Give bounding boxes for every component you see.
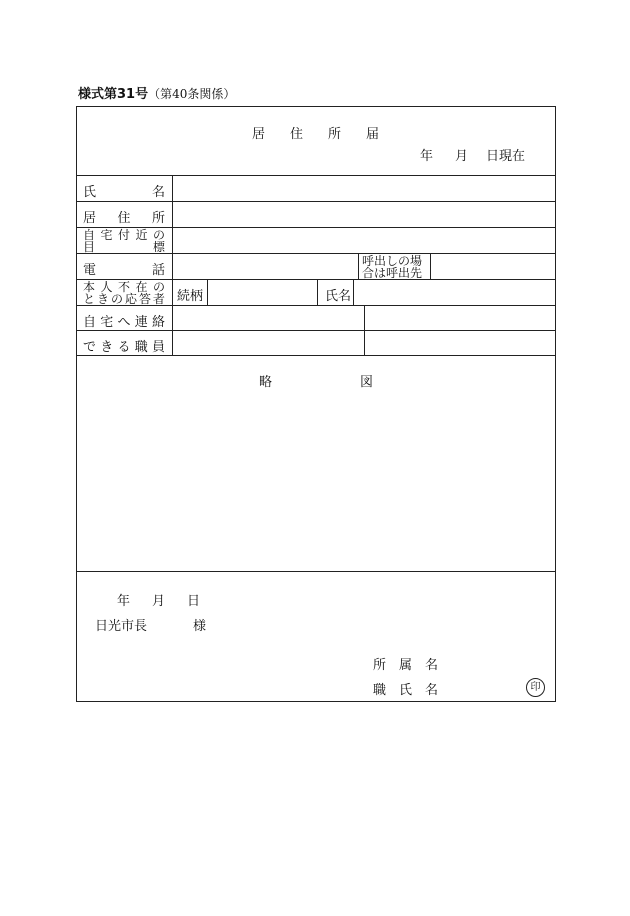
submission-date[interactable]: [117, 590, 222, 609]
address-row: [77, 202, 555, 228]
honorific: 様: [193, 619, 207, 634]
sign-day-label: 日: [187, 594, 201, 609]
staff-name-field[interactable]: 職 氏 名: [373, 683, 439, 698]
landmark-label: 自 宅 付 近 の 目 標: [83, 228, 165, 254]
relation-label: 続柄: [172, 280, 207, 305]
mayor-label: 日光市長: [95, 619, 148, 634]
phone-row: [77, 254, 555, 280]
form-title: [77, 123, 555, 142]
affiliation-field[interactable]: 所 属 名: [373, 658, 439, 673]
landmark-input[interactable]: [172, 228, 555, 253]
contact-staff-row-2: [77, 331, 555, 356]
title-char: 届: [366, 127, 381, 142]
form-header: [78, 83, 235, 102]
contact-staff-input-2a[interactable]: [172, 331, 364, 355]
landmark-row: [77, 228, 555, 254]
title-char: 居: [251, 127, 266, 142]
date-year-label: 年: [419, 149, 433, 164]
name-label: 氏 名: [83, 185, 165, 200]
title-section: [77, 107, 555, 176]
contact-staff-label-1: 自 宅 へ 連 絡: [83, 315, 165, 330]
responder-row: [77, 280, 555, 306]
sign-year-label: 年: [117, 594, 131, 609]
relation-input[interactable]: [207, 280, 317, 305]
contact-staff-label-2: で き る 職 員: [83, 340, 165, 355]
map-section[interactable]: [77, 356, 555, 572]
responder-label: 本 人 不 在 の と き の 応 答 者: [83, 280, 165, 306]
phone-input[interactable]: [172, 254, 358, 279]
call-destination-input[interactable]: [430, 254, 555, 279]
form-number: 様式第31号: [78, 87, 149, 102]
as-of-date[interactable]: [420, 145, 525, 164]
date-day-label: 日現在: [485, 149, 525, 164]
responder-name-input[interactable]: [353, 280, 555, 305]
form-reference: （第40条関係）: [148, 87, 236, 101]
residence-notification-form: [76, 106, 556, 702]
name-input[interactable]: [172, 176, 555, 201]
phone-label: 電 話: [83, 263, 165, 278]
sign-month-label: 月: [152, 594, 166, 609]
map-title: 略 図: [258, 375, 374, 390]
seal-icon: 印: [526, 678, 545, 697]
signature-section: [77, 572, 555, 702]
name-row: [77, 176, 555, 202]
addressee: [95, 615, 206, 634]
contact-staff-input-2b[interactable]: [364, 331, 555, 355]
title-char: 住: [289, 127, 304, 142]
contact-staff-input-1a[interactable]: [172, 306, 364, 330]
date-month-label: 月: [454, 149, 468, 164]
address-input[interactable]: [172, 202, 555, 227]
address-label: 居 住 所: [83, 211, 165, 226]
title-char: 所: [328, 127, 343, 142]
contact-staff-row-1: [77, 306, 555, 331]
contact-staff-input-1b[interactable]: [364, 306, 555, 330]
responder-name-label: 氏名: [317, 280, 353, 305]
call-destination-label: 呼出しの場 合は呼出先: [358, 254, 430, 279]
